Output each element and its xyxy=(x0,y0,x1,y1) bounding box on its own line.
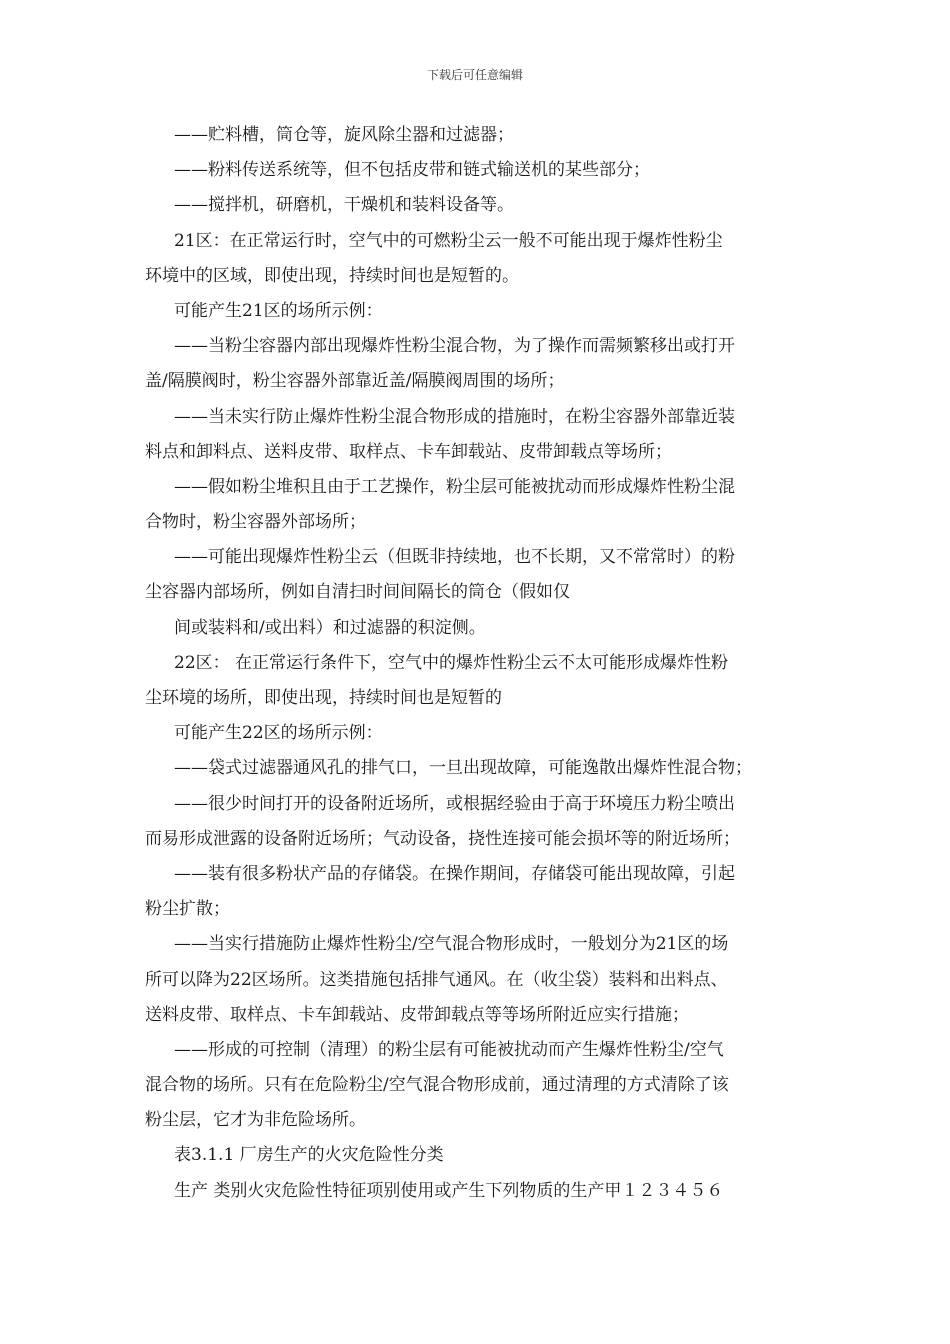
text-line: 粉尘层，它才为非危险场所。 xyxy=(145,1110,366,1131)
text-line: ——装有很多粉状产品的存储袋。在操作期间，存储袋可能出现故障，引起 xyxy=(174,863,735,884)
table-header-line: 生产 类别火灾危险性特征项别使用或产生下列物质的生产甲１２３４５６ xyxy=(174,1180,724,1201)
text-line: ——当实行措施防止爆炸性粉尘/空气混合物形成时，一般划分为21区的场 xyxy=(174,934,729,955)
text-line: ——当粉尘容器内部出现爆炸性粉尘混合物，为了操作而需频繁移出或打开 xyxy=(174,336,735,357)
text-line: ——当未实行防止爆炸性粉尘混合物形成的措施时，在粉尘容器外部靠近装 xyxy=(174,406,735,427)
text-line: 混合物的场所。只有在危险粉尘/空气混合物形成前，通过清理的方式清除了该 xyxy=(145,1075,729,1096)
text-line: ——贮料槽，筒仓等，旋风除尘器和过滤器； xyxy=(174,125,514,145)
text-line: ——袋式过滤器通风孔的排气口，一旦出现故障，可能逸散出爆炸性混合物； xyxy=(174,758,752,779)
text-line: 送料皮带、取样点、卡车卸载站、皮带卸载点等等场所附近应实行措施； xyxy=(145,1004,689,1025)
text-line: 可能产生21区的场所示例： xyxy=(174,300,383,321)
text-line: 间或装料和/或出料）和过滤器的积淀侧。 xyxy=(174,617,486,638)
text-line: ——可能出现爆炸性粉尘云（但既非持续地，也不长期，又不常常时）的粉 xyxy=(174,547,735,568)
text-line: 可能产生22区的场所示例： xyxy=(174,723,383,744)
text-line: ——假如粉尘堆积且由于工艺操作，粉尘层可能被扰动而形成爆炸性粉尘混 xyxy=(174,476,735,497)
text-line: 料点和卸料点、送料皮带、取样点、卡车卸载站、皮带卸载点等场所； xyxy=(145,441,672,462)
text-line: ——很少时间打开的设备附近场所，或根据经验由于高于环境压力粉尘喷出 xyxy=(174,793,735,814)
text-line: ——搅拌机，研磨机，干燥机和装料设备等。 xyxy=(174,195,514,216)
text-line: 盖/隔膜阀时，粉尘容器外部靠近盖/隔膜阀周围的场所； xyxy=(145,371,565,392)
text-line: ——形成的可控制（清理）的粉尘层有可能被扰动而产生爆炸性粉尘/空气 xyxy=(174,1039,724,1060)
page-header: 下载后可任意编辑 xyxy=(426,68,523,82)
document-body xyxy=(145,118,815,1209)
text-line: 21区：在正常运行时，空气中的可燃粉尘云一般不可能出现于爆炸性粉尘 xyxy=(174,230,723,251)
text-line: 所可以降为22区场所。这类措施包括排气通风。在（收尘袋）装料和出料点、 xyxy=(145,969,728,990)
text-line: ——粉料传送系统等，但不包括皮带和链式输送机的某些部分； xyxy=(174,160,650,181)
text-line: 22区： 在正常运行条件下，空气中的爆炸性粉尘云不太可能形成爆炸性粉 xyxy=(174,652,729,673)
text-line: 合物时，粉尘容器外部场所； xyxy=(145,512,366,533)
text-line: 而易形成泄露的设备附近场所；气动设备，挠性连接可能会损坏等的附近场所； xyxy=(145,828,740,849)
table-caption: 表3.1.1 厂房生产的火灾危险性分类 xyxy=(174,1145,444,1166)
text-line: 粉尘扩散； xyxy=(145,899,230,920)
text-line: 环境中的区域，即使出现，持续时间也是短暂的。 xyxy=(145,265,519,286)
text-line: 尘容器内部场所，例如自清扫时间间隔长的筒仓（假如仅 xyxy=(145,582,570,603)
text-line: 尘环境的场所，即使出现，持续时间也是短暂的 xyxy=(145,688,502,708)
